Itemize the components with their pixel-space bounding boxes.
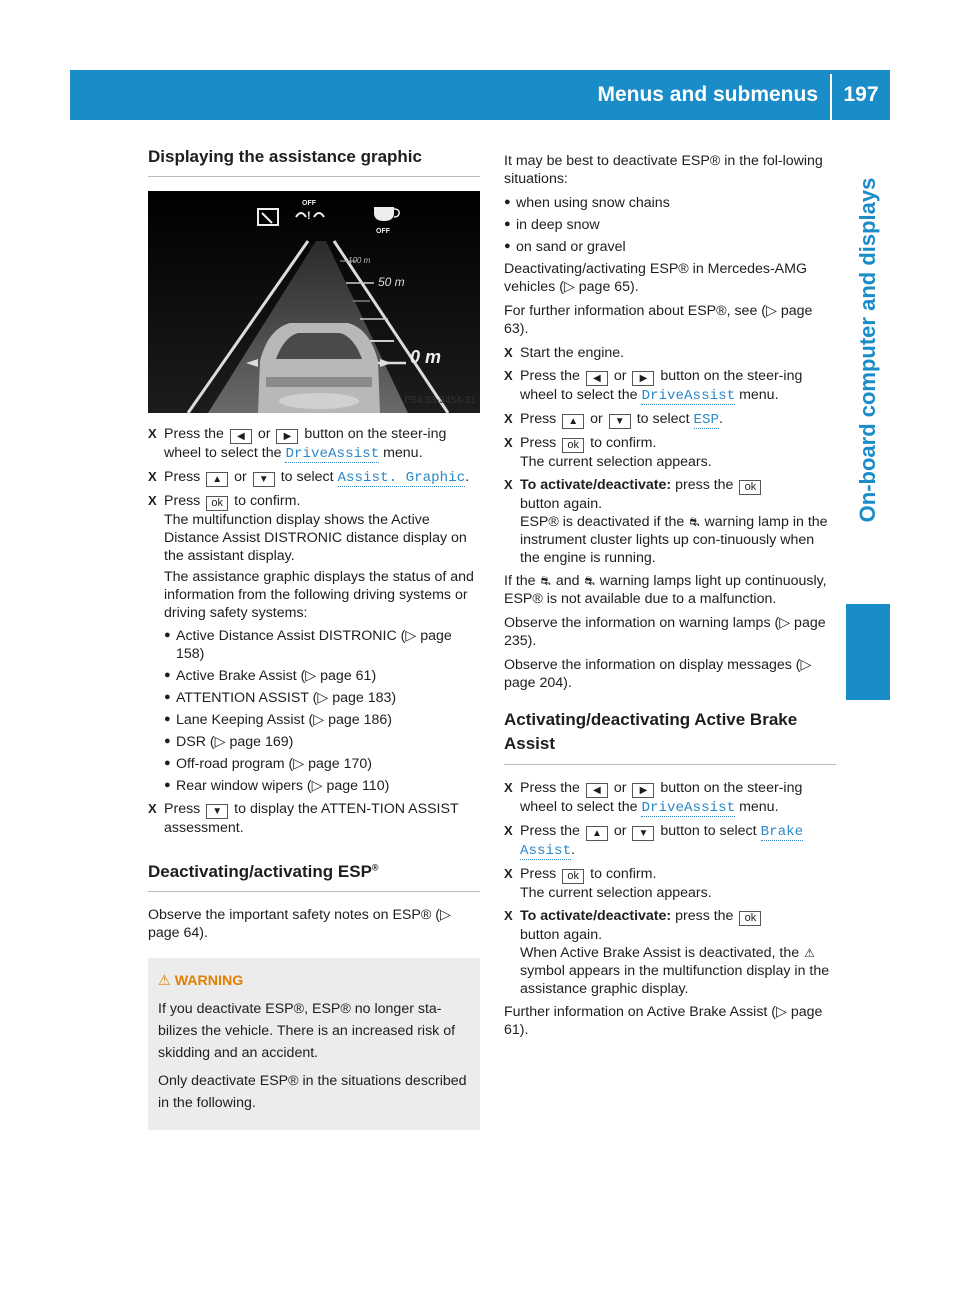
paragraph: If the ⛐ and ⛐ warning lamps light up continuously, ESP® is not available due to a malfunction.	[504, 573, 827, 607]
list-item: ● DSR (▷ page 169)	[164, 734, 294, 750]
assistance-graphic-figure	[148, 191, 480, 413]
side-tab-marker	[846, 604, 890, 700]
instruction-step: X Start the engine.	[504, 345, 625, 361]
menu-item-name: Brake Assist	[520, 824, 804, 859]
instruction-step: X To activate/deactivate: press the ok button again. ESP® is deactivated if the ⛐ warning lamp in the instrument cluster lights up con-tinuously when the engine is running.	[504, 477, 828, 566]
list-item: ● Lane Keeping Assist (▷ page 186)	[164, 712, 392, 728]
instruction-step: X Press ▲ or ▼ to select Assist. Graphic.	[148, 469, 470, 486]
ok-button-icon: ok	[739, 480, 761, 495]
ok-button-icon: ok	[206, 496, 228, 511]
warning-triangle-icon: ⚠	[158, 973, 171, 989]
left-column	[148, 146, 480, 1130]
instruction-step: X Press ok to confirm. The multifunction display shows the Active Distance Assist DISTRONIC distance display on the assistant display. The assistance graphic displays the status of and information from the following driving systems or driving safety systems: ● Active Distance Assist DISTRONIC (▷ page 158) ● Active Brake Assist (▷ page 61) ● ATTENTION ASSIST (▷ page 183) ● Lane Keeping Assist (▷ page 186) ● DSR (▷ page 169) ● Off-road program (▷ page 170) ● Rear window wipers (▷ page 110)	[148, 492, 480, 795]
instruction-step: X Press ▼ to display the ATTEN-TION ASSIST assessment.	[148, 801, 459, 836]
left-arrow-button-icon: ◀	[586, 371, 608, 386]
instruction-step: X Press the ◀ or ▶ button on the steer-ing wheel to select the DriveAssist menu.	[504, 368, 803, 404]
paragraph: It may be best to deactivate ESP® in the fol-lowing situations:	[504, 153, 823, 187]
brake-assist-off-label: OFF	[302, 200, 316, 207]
left-arrow-button-icon: ◀	[586, 783, 608, 798]
list-item: ● Active Distance Assist DISTRONIC (▷ page 158)	[164, 628, 452, 662]
instruction-step: X Press the ▲ or ▼ button to select Brake Assist.	[504, 823, 804, 859]
down-arrow-button-icon: ▼	[206, 804, 228, 819]
list-item: ● Rear window wipers (▷ page 110)	[164, 778, 390, 794]
instruction-step: X Press ok to confirm. The current selection appears.	[504, 435, 712, 470]
figure-caption: P54.33-3454-31	[404, 395, 476, 406]
distance-100-label: 100 m	[348, 256, 371, 265]
distance-50-label: 50 m	[378, 275, 405, 289]
svg-text:!: !	[307, 210, 311, 222]
side-tab-label: On-board computer and displays	[855, 177, 880, 523]
esp-off-warning-icon: ⛐	[689, 515, 700, 529]
right-arrow-button-icon: ▶	[632, 783, 654, 798]
menu-name: DriveAssist	[641, 388, 736, 404]
section-heading: Deactivating/activating ESP®	[148, 861, 480, 892]
paragraph: Observe the information on warning lamps (▷ page 235).	[504, 615, 826, 649]
page-number: 197	[843, 83, 879, 106]
right-column	[504, 152, 836, 1045]
up-arrow-button-icon: ▲	[206, 472, 228, 487]
side-tab	[846, 120, 890, 580]
warning-box	[148, 958, 480, 1130]
paragraph: Further information on Active Brake Assist (▷ page 61).	[504, 1004, 823, 1038]
list-item: ● ATTENTION ASSIST (▷ page 183)	[164, 690, 397, 706]
right-arrow-button-icon: ▶	[276, 429, 298, 444]
warning-text: Only deactivate ESP® in the situations described in the following.	[158, 1073, 467, 1111]
list-item: ● Active Brake Assist (▷ page 61)	[164, 668, 377, 684]
menu-item-name: ESP	[693, 412, 720, 428]
paragraph: Deactivating/activating ESP® in Mercedes-AMG vehicles (▷ page 65).	[504, 261, 807, 295]
up-arrow-button-icon: ▲	[586, 826, 608, 841]
instruction-step: X Press ▲ or ▼ to select ESP.	[504, 411, 723, 428]
down-arrow-button-icon: ▼	[632, 826, 654, 841]
paragraph: For further information about ESP®, see (▷ page 63).	[504, 303, 813, 337]
ok-button-icon: ok	[562, 438, 584, 453]
instruction-step: X Press ok to confirm. The current selection appears.	[504, 866, 712, 901]
instruction-step: X Press the ◀ or ▶ button on the steer-ing wheel to select the DriveAssist menu.	[148, 426, 447, 462]
brake-assist-off-icon: ⚠	[804, 946, 815, 960]
safety-note: Observe the important safety notes on ESP® (▷ page 64).	[148, 907, 451, 941]
esp-warning-icon: ⛐	[540, 574, 551, 588]
esp-off-warning-icon: ⛐	[584, 574, 595, 588]
menu-item-name: Assist. Graphic	[337, 470, 466, 486]
header-title: Menus and submenus	[597, 83, 818, 106]
list-item: ● on sand or gravel	[504, 239, 626, 255]
attention-assist-off-label: OFF	[376, 228, 390, 235]
instruction-step: X Press the ◀ or ▶ button on the steer-ing wheel to select the DriveAssist menu.	[504, 780, 803, 816]
menu-name: DriveAssist	[641, 800, 736, 816]
paragraph: Observe the information on display messages (▷ page 204).	[504, 657, 812, 691]
list-item: ● in deep snow	[504, 217, 600, 233]
menu-name: DriveAssist	[285, 446, 380, 462]
warning-heading: ⚠ WARNING	[158, 973, 244, 989]
page-header	[70, 70, 890, 120]
assistance-graphic-illustration	[148, 191, 480, 413]
left-arrow-button-icon: ◀	[230, 429, 252, 444]
section-heading: Displaying the assistance graphic	[148, 146, 480, 177]
ok-button-icon: ok	[739, 911, 761, 926]
list-item: ● Off-road program (▷ page 170)	[164, 756, 372, 772]
list-item: ● when using snow chains	[504, 195, 670, 211]
down-arrow-button-icon: ▼	[253, 472, 275, 487]
ok-button-icon: ok	[562, 869, 584, 884]
distance-0-label: 0 m	[410, 347, 442, 367]
right-arrow-button-icon: ▶	[632, 371, 654, 386]
instruction-step: X To activate/deactivate: press the ok button again. When Active Brake Assist is deactivated, the ⚠ symbol appears in the multifunction display in the assistance graphic display.	[504, 908, 830, 997]
down-arrow-button-icon: ▼	[609, 414, 631, 429]
up-arrow-button-icon: ▲	[562, 414, 584, 429]
warning-text: If you deactivate ESP®, ESP® no longer sta-bilizes the vehicle. There is an increased risk of skidding and an accident.	[158, 1001, 456, 1061]
section-heading: Activating/deactivating Active Brake Assist	[504, 708, 836, 765]
